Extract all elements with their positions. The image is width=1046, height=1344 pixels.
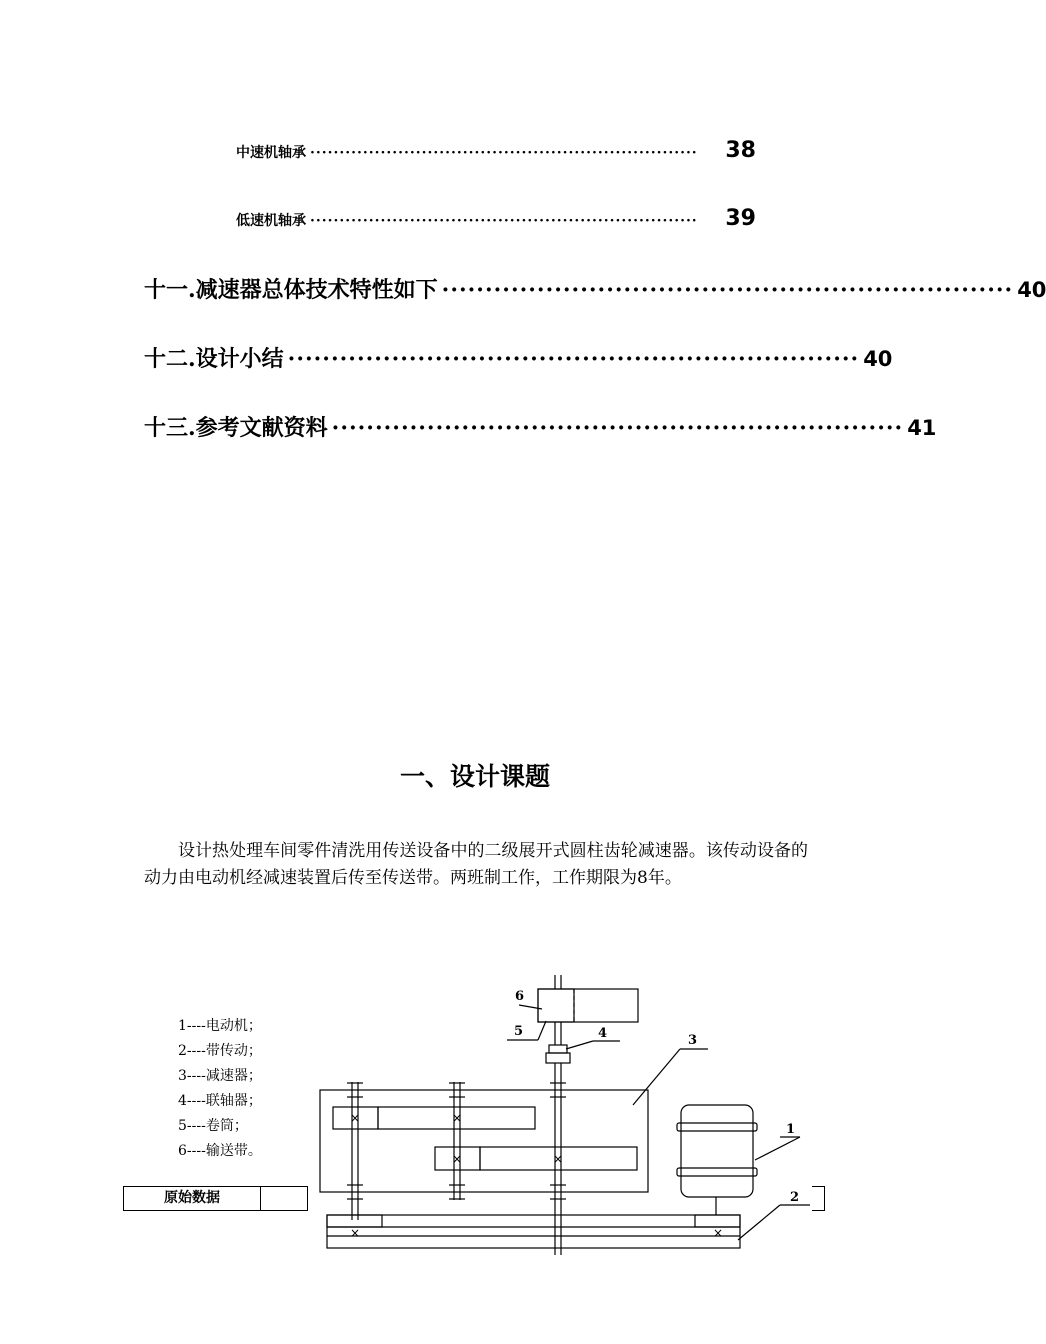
toc-entry-label: 中速机轴承 [236,145,306,161]
diagram-label-4: 4 [598,1026,608,1041]
toc-entry[interactable] [144,342,893,373]
gear-center-mark: × [349,1111,361,1125]
section-heading: 一、设计课题 [399,762,550,791]
toc-entry-label: 低速机轴承 [236,213,306,229]
table-header-cell: 原始数据 [124,1187,261,1210]
gear-center-mark: × [451,1111,463,1125]
toc-entry[interactable] [144,273,1046,304]
legend-item: 3----减速器； [178,1068,262,1084]
legend-item: 4----联轴器； [178,1093,262,1109]
legend-item: 6----输送带。 [178,1143,262,1159]
pulley-center-mark: × [712,1226,724,1240]
motor [681,1105,753,1197]
toc-entry-page: 40 [863,347,893,371]
conveyor-belt [538,989,638,1022]
toc-entry[interactable] [236,206,756,231]
toc-entry-page: 41 [907,416,937,440]
toc-leader-dots: ·································································· [310,145,698,161]
toc-entry-label: 十三.参考文献资料 [144,415,328,441]
legend-item: 1----电动机； [178,1018,262,1034]
pulley-center-mark: × [349,1226,361,1240]
gear-center-mark: × [552,1152,564,1166]
toc-entry[interactable] [236,138,756,163]
diagram-label-3: 3 [688,1033,698,1048]
legend-item: 5----卷筒； [178,1118,248,1134]
diagram-label-1: 1 [786,1122,796,1137]
drum [538,989,574,1022]
diagram-legend [178,1014,262,1164]
toc-entry-page: 40 [1017,278,1046,302]
transmission-diagram [300,965,830,1255]
toc-entry-label: 十一.减速器总体技术特性如下 [144,277,438,303]
toc-entry-page: 38 [725,138,756,163]
toc-leader-dots: ·································································· [310,213,698,229]
legend-item: 2----带传动； [178,1043,262,1059]
diagram-label-2: 2 [790,1190,800,1205]
data-table [123,1186,308,1211]
toc-leader-dots: ·································································· [441,277,1014,303]
toc-entry[interactable] [144,411,937,442]
toc-entry-page: 39 [725,206,756,231]
section-paragraph: 设计热处理车间零件清洗用传送设备中的二级展开式圆柱齿轮减速器。该传动设备的动力由电动机经减速装置后传至传送带。两班制工作，工作期限为8年。 [144,841,808,888]
toc-leader-dots: ·································································· [331,415,904,441]
reducer-housing [320,1090,648,1192]
coupling [549,1045,567,1053]
gear-center-mark: × [451,1152,463,1166]
belt-drive [327,1215,740,1248]
toc-entry-label: 十二.设计小结 [144,346,284,372]
toc-leader-dots: ·································································· [287,346,860,372]
diagram-label-5: 5 [514,1024,524,1039]
diagram-label-6: 6 [515,989,525,1004]
